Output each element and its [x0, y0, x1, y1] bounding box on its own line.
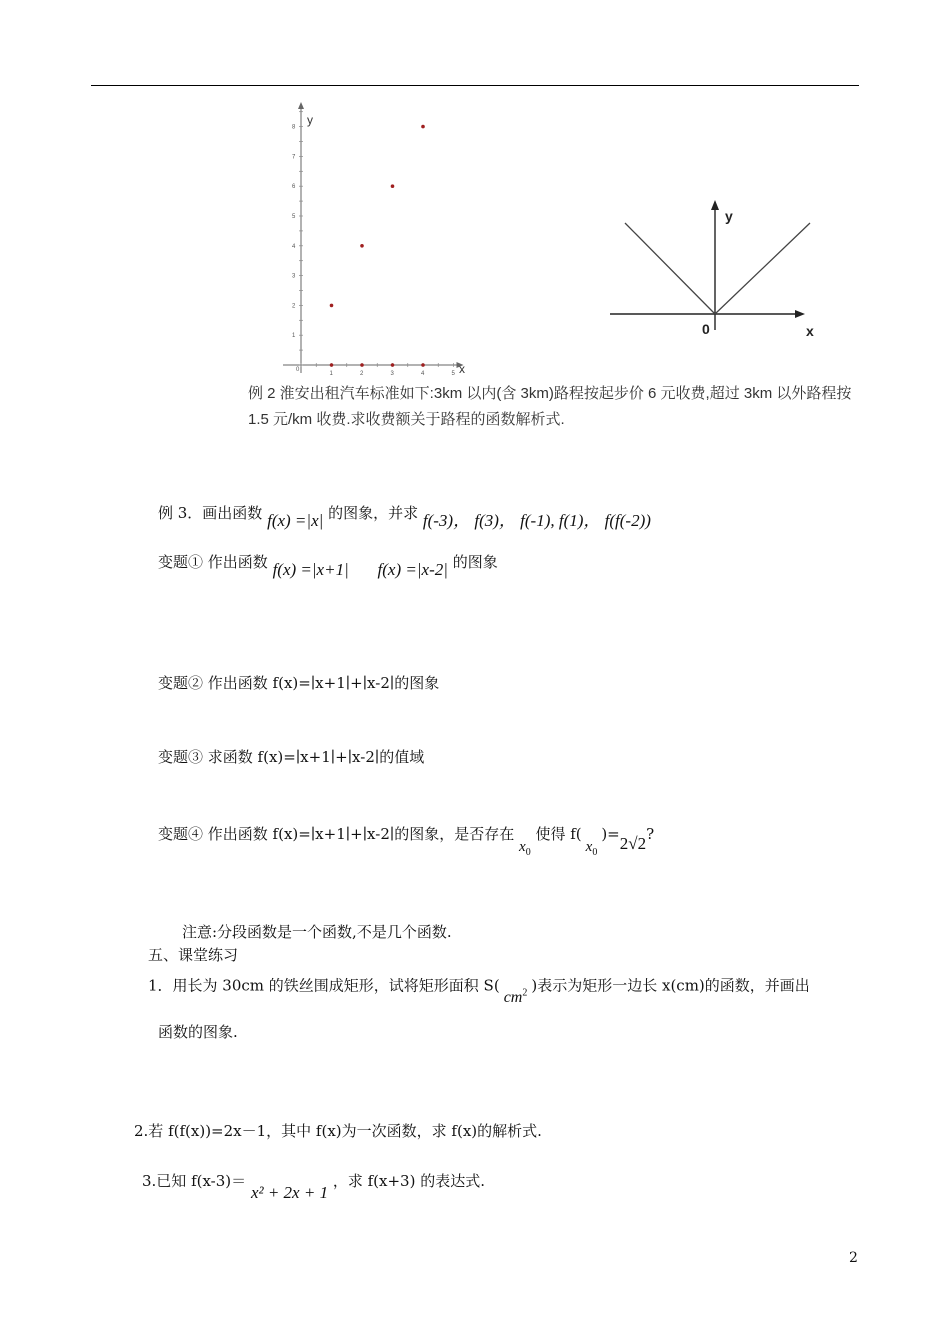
scatter-points — [330, 125, 425, 367]
scatter-y-tick-label: 6 — [292, 184, 296, 191]
example3-mid: 的图象，并求 — [328, 504, 419, 522]
scatter-point — [391, 184, 395, 188]
vgraph-origin-label: 0 — [702, 321, 710, 337]
scatter-y-tick-label: 3 — [292, 273, 296, 280]
scatter-point — [330, 363, 334, 367]
scatter-y-tick-label: 5 — [292, 214, 296, 220]
scatter-x-tick-label: 1 — [329, 371, 333, 377]
variant4-x0-b-var: x — [585, 839, 593, 855]
example2-line2: 1.5 元/km 收费.求收费额关于路程的函数解析式. — [248, 411, 565, 428]
scatter-x-tick-label: 2 — [360, 371, 364, 377]
variant1-prefix: 变题① 作出函数 — [158, 553, 268, 571]
scatter-y-tick-label: 2 — [292, 303, 296, 310]
vgraph-x-arrow — [795, 310, 805, 318]
vgraph-y-label: y — [725, 208, 733, 224]
vgraph-left-branch — [625, 223, 715, 314]
exercise3 — [142, 1171, 485, 1202]
scatter-y-tick-label: 4 — [292, 243, 296, 250]
vgraph-right-branch — [715, 223, 810, 314]
scatter-axes — [283, 102, 464, 377]
exercise1-unit — [504, 989, 528, 1006]
scatter-y-arrow — [298, 102, 304, 109]
variant4 — [158, 824, 655, 858]
scatter-y-tick-label: 8 — [292, 124, 296, 131]
variant4-x0-a-var: x — [519, 839, 526, 855]
variant4-value: 2√2 — [619, 834, 647, 853]
exercise3-prefix: 3.已知 f(x-3)＝ — [142, 1172, 247, 1190]
scatter-x-tick-label: 3 — [390, 371, 394, 377]
scatter-plot — [280, 100, 480, 380]
variant4-question: ? — [646, 825, 655, 843]
variant2: 变题② 作出函数 f(x)=∣x+1∣+∣x-2∣的图象 — [158, 674, 440, 692]
header-rule — [91, 85, 859, 86]
scatter-point — [391, 363, 395, 367]
scatter-y-tick-label: 1 — [292, 333, 296, 340]
variant4-prefix: 变题④ 作出函数 f(x)=∣x+1∣+∣x-2∣的图象，是否存在 — [158, 825, 515, 843]
section-five-title: 五、课堂练习 — [148, 946, 239, 964]
variant4-x0-a — [519, 839, 531, 858]
variant1-suffix: 的图象 — [452, 553, 498, 571]
variant3: 变题③ 求函数 f(x)=∣x+1∣+∣x-2∣的值域 — [158, 748, 425, 766]
scatter-origin-label: 0 — [296, 367, 300, 373]
scatter-point — [421, 363, 425, 367]
scatter-x-tick-label: 5 — [451, 371, 455, 377]
exercise1-unit-sup: 2 — [522, 988, 528, 999]
scatter-x-tick-label: 4 — [421, 371, 425, 377]
abs-value-graph — [605, 195, 835, 345]
scatter-point — [330, 304, 334, 308]
exercise2: 2.若 f(f(x))=2x－1，其中 f(x)为一次函数，求 f(x)的解析式. — [134, 1122, 542, 1140]
scatter-y-tick-label: 7 — [292, 154, 296, 161]
exercise1-part-b: )表示为矩形一边长 x(cm)的函数，并画出 — [531, 976, 810, 995]
example3-prefix: 例 3．画出函数 — [158, 504, 263, 522]
example3-values: f(-3)， f(3)， f(-1), f(1)， f(f(-2)) — [422, 511, 651, 530]
exercise1-line2: 函数的图象. — [158, 1023, 238, 1041]
vgraph-x-label: x — [806, 323, 814, 339]
example2-line1: 例 2 淮安出租汽车标准如下:3km 以内(含 3km)路程按起步价 6 元收费,超过 3km 以外路程按 — [248, 385, 852, 402]
exercise3-suffix: ，求 f(x+3) 的表达式. — [332, 1172, 485, 1190]
exercise3-formula: x² + 2x + 1 — [250, 1183, 329, 1202]
example3 — [158, 503, 651, 530]
example3-formula: f(x) =|x| — [267, 511, 324, 530]
variant4-mid: 使得 f( — [535, 825, 582, 843]
variant4-x0-b — [585, 839, 598, 858]
scatter-y-axis-label: y — [307, 113, 313, 127]
exercise1-unit-text: cm — [503, 989, 523, 1007]
variant1 — [158, 552, 498, 579]
note: 注意:分段函数是一个函数,不是几个函数. — [182, 923, 452, 941]
variant4-x0-b-sub: 0 — [592, 847, 598, 858]
scatter-point — [360, 244, 364, 248]
variant4-end: )= — [601, 825, 620, 843]
scatter-x-axis-label: x — [459, 362, 465, 376]
exercise1 — [148, 972, 810, 1007]
vgraph-y-arrow — [711, 200, 719, 210]
exercise1-part-a: 1．用长为 30cm 的铁丝围成矩形，试将矩形面积 S( — [148, 976, 500, 995]
scatter-point — [421, 125, 425, 129]
variant1-formula-a: f(x) =|x+1| — [272, 560, 349, 579]
variant4-x0-a-sub: 0 — [525, 847, 531, 858]
scatter-point — [360, 363, 364, 367]
variant1-formula-b: f(x) =|x-2| — [377, 560, 448, 579]
page-number: 2 — [849, 1250, 858, 1266]
